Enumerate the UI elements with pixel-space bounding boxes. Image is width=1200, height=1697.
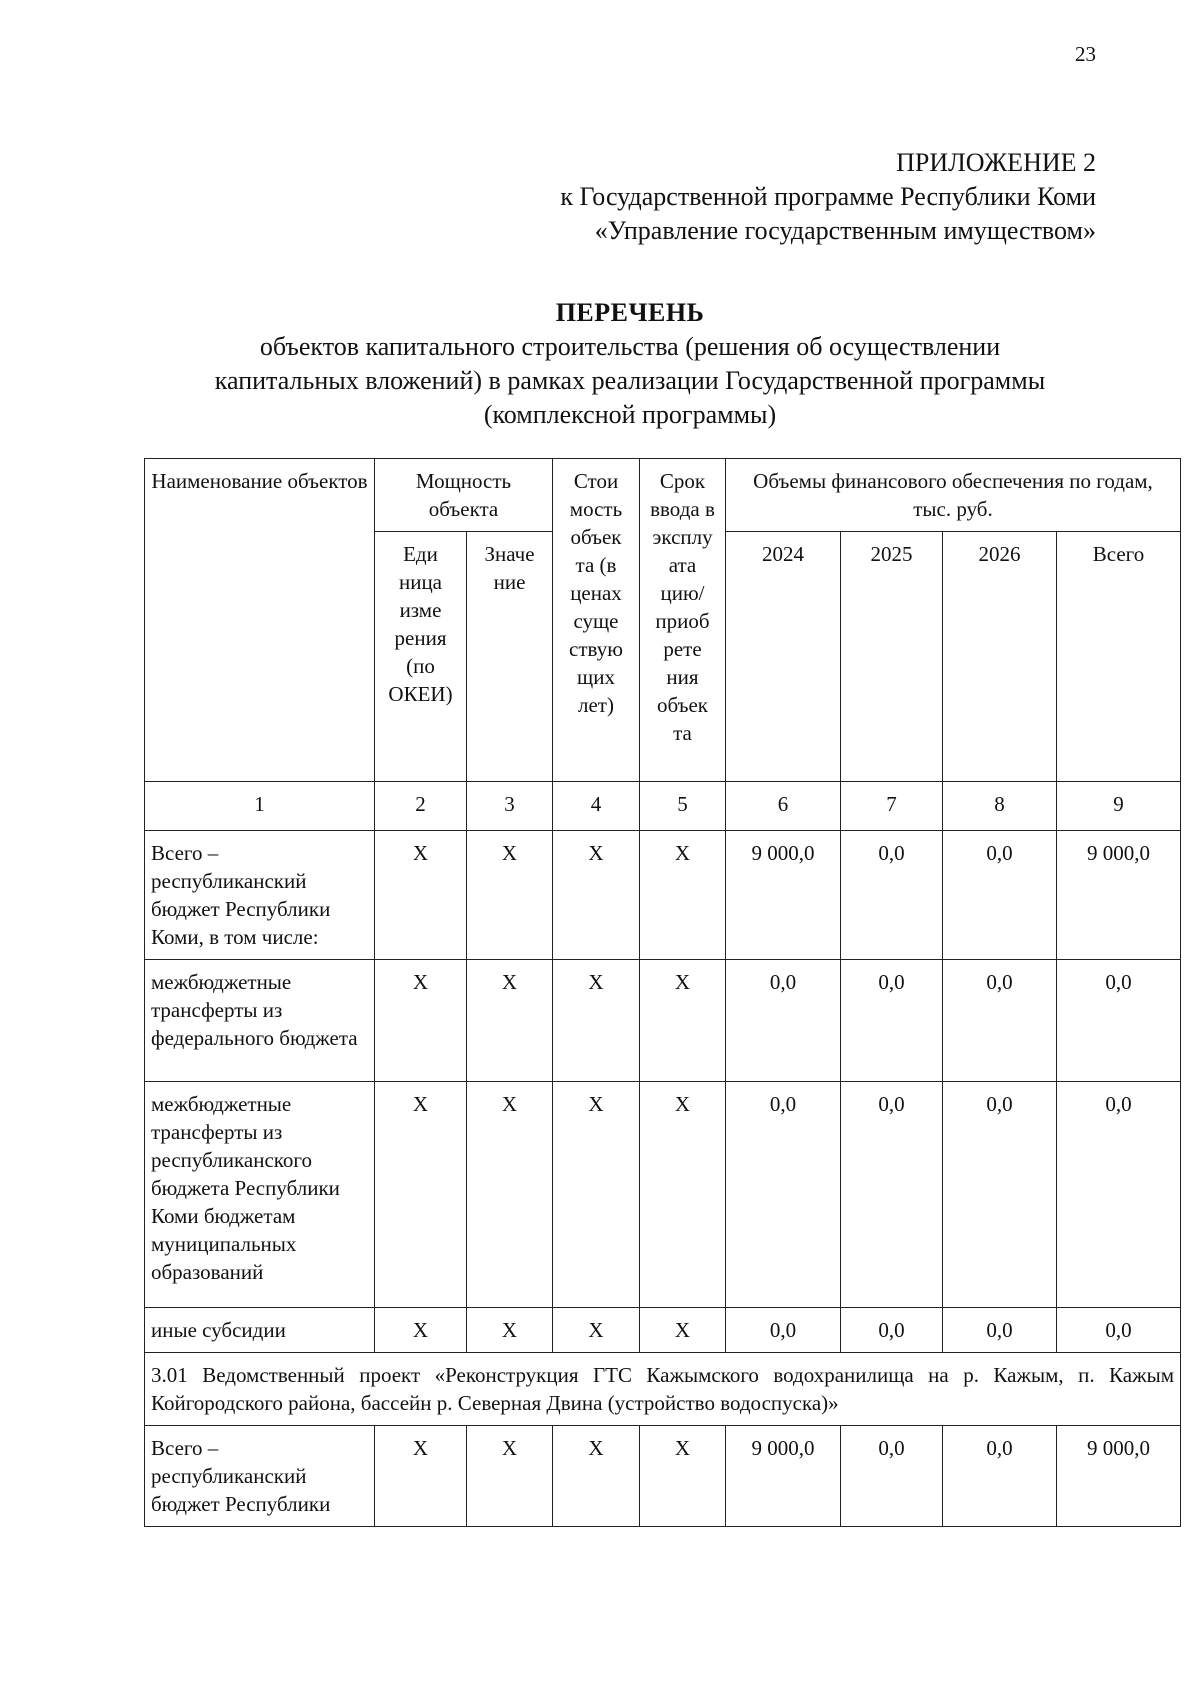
- row-value: Х: [467, 960, 553, 1082]
- row-2025: 0,0: [841, 1426, 943, 1527]
- col-number: 7: [841, 782, 943, 831]
- appendix-title: ПРИЛОЖЕНИЕ 2: [896, 148, 1096, 177]
- row-term: Х: [640, 1308, 726, 1353]
- row-2024: 0,0: [726, 1308, 841, 1353]
- row-cost: Х: [553, 831, 640, 960]
- capital-objects-table: [144, 458, 1181, 1527]
- table-row: [145, 960, 1181, 1082]
- title-line-1: объектов капитального строительства (решения об осуществлении: [259, 332, 1001, 361]
- header-year-2024: 2024: [726, 532, 841, 782]
- row-2025: 0,0: [841, 1308, 943, 1353]
- column-number-row: [145, 782, 1181, 831]
- appendix-header: [560, 146, 1096, 248]
- header-total: Всего: [1057, 532, 1181, 782]
- row-total: 9 000,0: [1057, 1426, 1181, 1527]
- table-row: [145, 831, 1181, 960]
- header-capacity: Мощность объекта: [375, 459, 553, 532]
- row-name: межбюджетные трансферты из республиканского бюджета Республики Коми бюджетам муниципальных образований: [145, 1082, 375, 1308]
- row-2026: 0,0: [943, 960, 1057, 1082]
- appendix-program-name: «Управление государственным имуществом»: [594, 216, 1096, 245]
- row-2024: 9 000,0: [726, 1426, 841, 1527]
- title-line-2: капитальных вложений) в рамках реализации Государственной программы: [214, 366, 1046, 395]
- row-value: Х: [467, 1426, 553, 1527]
- row-2025: 0,0: [841, 1082, 943, 1308]
- row-cost: Х: [553, 1082, 640, 1308]
- row-2025: 0,0: [841, 831, 943, 960]
- section-title: 3.01 Ведомственный проект «Реконструкция ГТС Кажымского водохранилища на р. Кажым, п. Кажым Койгородского района, бассейн р. Северная Двина (устройство водоспуска)»: [145, 1353, 1181, 1426]
- row-unit: Х: [375, 1082, 467, 1308]
- title-line-3: (комплексной программы): [483, 400, 777, 429]
- col-number: 6: [726, 782, 841, 831]
- row-2026: 0,0: [943, 1426, 1057, 1527]
- row-cost: Х: [553, 1308, 640, 1353]
- row-total: 0,0: [1057, 960, 1181, 1082]
- page-number: 23: [1075, 42, 1096, 66]
- header-cost: Стои мость объек та (в ценах суще ствую щих лет): [553, 459, 640, 782]
- row-value: Х: [467, 1308, 553, 1353]
- col-number: 4: [553, 782, 640, 831]
- header-value: Значе ние: [467, 532, 553, 782]
- row-unit: Х: [375, 831, 467, 960]
- row-total: 0,0: [1057, 1082, 1181, 1308]
- table-row: [145, 1426, 1181, 1527]
- row-unit: Х: [375, 1308, 467, 1353]
- row-cost: Х: [553, 1426, 640, 1527]
- header-year-2026: 2026: [943, 532, 1057, 782]
- row-2026: 0,0: [943, 1082, 1057, 1308]
- row-name: Всего – республиканский бюджет Республики: [145, 1426, 375, 1527]
- header-financing: Объемы финансового обеспечения по годам, тыс. руб.: [726, 459, 1181, 532]
- row-value: Х: [467, 831, 553, 960]
- header-year-2025: 2025: [841, 532, 943, 782]
- row-term: Х: [640, 1426, 726, 1527]
- row-total: 0,0: [1057, 1308, 1181, 1353]
- col-number: 3: [467, 782, 553, 831]
- row-name: иные субсидии: [145, 1308, 375, 1353]
- header-term: Срок ввода в эксплу ата цию/ приоб рете ния объек та: [640, 459, 726, 782]
- section-row: [145, 1353, 1181, 1426]
- row-2025: 0,0: [841, 960, 943, 1082]
- row-2024: 9 000,0: [726, 831, 841, 960]
- appendix-subtitle: к Государственной программе Республики Коми: [560, 182, 1096, 211]
- col-number: 8: [943, 782, 1057, 831]
- header-name: Наименование объектов: [145, 459, 375, 782]
- row-term: Х: [640, 831, 726, 960]
- row-total: 9 000,0: [1057, 831, 1181, 960]
- title-heading: ПЕРЕЧЕНЬ: [555, 298, 705, 327]
- row-unit: Х: [375, 960, 467, 1082]
- row-value: Х: [467, 1082, 553, 1308]
- col-number: 5: [640, 782, 726, 831]
- row-2026: 0,0: [943, 1308, 1057, 1353]
- col-number: 1: [145, 782, 375, 831]
- row-2024: 0,0: [726, 960, 841, 1082]
- row-name: Всего – республиканский бюджет Республики Коми, в том числе:: [145, 831, 375, 960]
- row-unit: Х: [375, 1426, 467, 1527]
- table-row: [145, 1082, 1181, 1308]
- col-number: 2: [375, 782, 467, 831]
- document-title: [140, 296, 1120, 432]
- row-term: Х: [640, 960, 726, 1082]
- row-name: межбюджетные трансферты из федерального бюджета: [145, 960, 375, 1082]
- row-2026: 0,0: [943, 831, 1057, 960]
- header-unit: Еди ница изме рения (по ОКЕИ): [375, 532, 467, 782]
- row-term: Х: [640, 1082, 726, 1308]
- row-2024: 0,0: [726, 1082, 841, 1308]
- table-row: [145, 1308, 1181, 1353]
- row-cost: Х: [553, 960, 640, 1082]
- col-number: 9: [1057, 782, 1181, 831]
- header-row-1: [145, 459, 1181, 532]
